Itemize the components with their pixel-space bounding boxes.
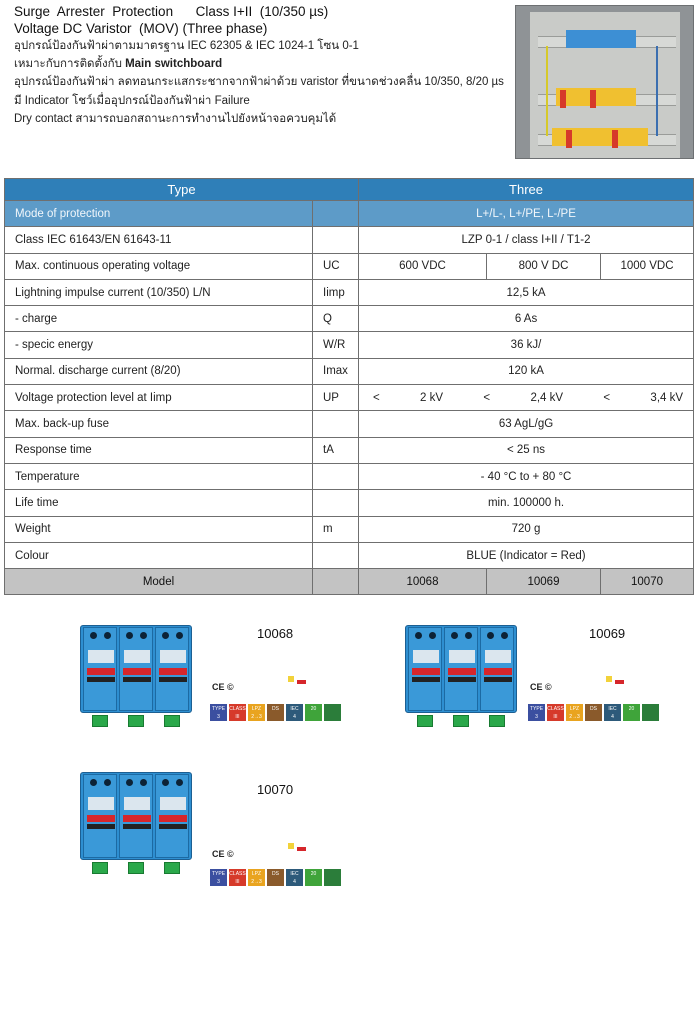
table-row xyxy=(5,463,694,489)
table-row xyxy=(5,542,694,568)
desc-line-2-bold: Main switchboard xyxy=(125,58,223,71)
desc-line-4: มี Indicator โชว์เมื่ออุปกรณ์ป้องกันฟ้าผ่า Failure xyxy=(14,94,250,107)
rating-badges xyxy=(210,704,341,721)
row-label: Response time xyxy=(5,437,313,463)
badge-top: LPZ xyxy=(251,706,262,712)
breaker-red xyxy=(566,130,572,148)
badge-top: IEC xyxy=(608,706,617,712)
row-value: 6 As xyxy=(359,306,694,332)
rating-badge-icon xyxy=(623,704,640,721)
row-label: Life time xyxy=(5,490,313,516)
row-label: Lightning impulse current (10/350) L/N xyxy=(5,279,313,305)
screw-hole xyxy=(126,632,133,639)
title-line-1: Surge Arrester Protection Class I+II (10/350 µs) xyxy=(14,4,329,19)
badge-top: DS xyxy=(272,871,279,877)
indicator-window xyxy=(87,815,115,822)
table-row xyxy=(5,332,694,358)
header-three: Three xyxy=(359,179,694,201)
product-code: 10070 xyxy=(257,782,294,797)
row-value: LZP 0-1 / class I+II / T1-2 xyxy=(359,227,694,253)
product-code: 10069 xyxy=(589,626,626,641)
rating-badges xyxy=(210,869,341,886)
terminal-plug xyxy=(92,862,108,874)
row-value: 120 kA xyxy=(359,358,694,384)
rating-badge-icon xyxy=(210,869,227,886)
rating-badge-icon xyxy=(324,704,341,721)
rating-badge-icon xyxy=(286,869,303,886)
screw-hole xyxy=(104,632,111,639)
screw-hole xyxy=(429,632,436,639)
row-label: Normal. discharge current (8/20) xyxy=(5,358,313,384)
terminal-plug xyxy=(417,715,433,727)
device-module xyxy=(83,774,117,858)
table-row xyxy=(5,411,694,437)
ce-mark-icon: CE © xyxy=(212,682,234,692)
device-module xyxy=(119,774,153,858)
desc-line-2 xyxy=(14,55,514,73)
screw-hole xyxy=(104,779,111,786)
terminal-plug xyxy=(128,862,144,874)
rating-badge-icon xyxy=(324,869,341,886)
screw-hole xyxy=(176,632,183,639)
rating-badge-icon xyxy=(566,704,583,721)
indicator-window xyxy=(448,668,476,675)
spec-table xyxy=(4,178,694,595)
table-row xyxy=(5,516,694,542)
screw-hole xyxy=(126,779,133,786)
table-row xyxy=(5,490,694,516)
row-value-group xyxy=(359,385,694,411)
screw-hole xyxy=(140,632,147,639)
rating-badge-icon xyxy=(229,869,246,886)
device-module xyxy=(155,774,189,858)
table-row xyxy=(5,201,694,227)
badge-top: LPZ xyxy=(569,706,580,712)
row-symbol xyxy=(313,463,359,489)
table-row xyxy=(5,437,694,463)
indicator-window xyxy=(159,668,187,675)
badge-top: TYPE xyxy=(211,706,226,712)
badge-bottom: 2→3 xyxy=(569,714,580,720)
badge-top: TYPE xyxy=(211,871,226,877)
ce-mark-icon: CE © xyxy=(212,849,234,859)
row-symbol xyxy=(313,569,359,595)
lt-sign: < xyxy=(603,391,611,404)
row-value: L+/L-, L+/PE, L-/PE xyxy=(359,201,694,227)
row-value: 36 kJ/ xyxy=(359,332,694,358)
rating-badge-icon xyxy=(248,704,265,721)
row-symbol xyxy=(313,227,359,253)
screw-hole xyxy=(501,632,508,639)
rating-badge-icon xyxy=(528,704,545,721)
rating-badge-icon xyxy=(305,704,322,721)
terminal-plug xyxy=(92,715,108,727)
indicator-icon xyxy=(605,674,627,684)
row-label: - specic energy xyxy=(5,332,313,358)
row-symbol: Imax xyxy=(313,358,359,384)
row-value: min. 100000 h. xyxy=(359,490,694,516)
terminal-plug xyxy=(164,715,180,727)
row-symbol: Q xyxy=(313,306,359,332)
row-label: Max. back-up fuse xyxy=(5,411,313,437)
model-row xyxy=(5,569,694,595)
badge-top: CLASS xyxy=(229,706,246,712)
screw-hole xyxy=(451,632,458,639)
table-row xyxy=(5,253,694,279)
terminal-plug xyxy=(453,715,469,727)
rating-badge-icon xyxy=(604,704,621,721)
wire xyxy=(656,46,658,136)
device-module xyxy=(83,627,117,711)
device-label xyxy=(160,797,186,810)
row-label: - charge xyxy=(5,306,313,332)
indicator-icon xyxy=(287,841,309,851)
table-row xyxy=(5,227,694,253)
badge-top: CLASS xyxy=(229,871,246,877)
switchboard-photo xyxy=(515,5,694,159)
indicator-window xyxy=(159,815,187,822)
device-label xyxy=(124,650,150,663)
rating-badges xyxy=(528,704,659,721)
screw-hole xyxy=(90,779,97,786)
row-symbol: Iimp xyxy=(313,279,359,305)
row-label: Class IEC 61643/EN 61643-11 xyxy=(5,227,313,253)
breaker-block xyxy=(556,88,636,106)
row-value: BLUE (Indicator = Red) xyxy=(359,542,694,568)
rating-badge-icon xyxy=(267,869,284,886)
badge-top: 20 xyxy=(310,871,317,877)
terminal-plug xyxy=(489,715,505,727)
row-symbol: UC xyxy=(313,253,359,279)
device-strip xyxy=(412,677,440,682)
device-strip xyxy=(159,824,187,829)
header-type: Type xyxy=(5,179,359,201)
device-label xyxy=(160,650,186,663)
indicator-window xyxy=(87,668,115,675)
device-module xyxy=(155,627,189,711)
badge-bottom: 3 xyxy=(217,714,220,720)
table-header-row xyxy=(5,179,694,201)
row-symbol xyxy=(313,411,359,437)
badge-top: DS xyxy=(272,706,279,712)
model-label: Model xyxy=(5,569,313,595)
table-row xyxy=(5,385,694,411)
ce-mark-icon: CE © xyxy=(530,682,552,692)
badge-bottom: 3 xyxy=(217,879,220,885)
row-symbol: UP xyxy=(313,385,359,411)
device-module xyxy=(480,627,514,711)
breaker-red xyxy=(560,90,566,108)
rating-badge-icon xyxy=(286,704,303,721)
device-strip xyxy=(87,824,115,829)
device-strip xyxy=(159,677,187,682)
row-label: Max. continuous operating voltage xyxy=(5,253,313,279)
device-module xyxy=(408,627,442,711)
rating-badge-icon xyxy=(585,704,602,721)
indicator-icon xyxy=(287,674,309,684)
row-symbol: tA xyxy=(313,437,359,463)
row-symbol xyxy=(313,490,359,516)
indicator-window xyxy=(123,668,151,675)
wire xyxy=(546,46,548,136)
surge-arrester-image xyxy=(405,625,517,721)
screw-hole xyxy=(487,632,494,639)
row-value-800: 800 V DC xyxy=(487,253,601,279)
row-value: 12,5 kA xyxy=(359,279,694,305)
rating-badge-icon xyxy=(305,869,322,886)
badge-top: IEC xyxy=(290,706,299,712)
badge-top: CLASS xyxy=(547,706,564,712)
desc-line-1: อุปกรณ์ป้องกันฟ้าผ่าตามมาตรฐาน IEC 62305 & IEC 1024-1 โซน 0-1 xyxy=(14,40,359,52)
badge-top: 20 xyxy=(628,706,635,712)
badge-bottom: III xyxy=(553,714,558,720)
device-label xyxy=(88,650,114,663)
header xyxy=(14,3,514,128)
title-line-2: Voltage DC Varistor (MOV) (Three phase) xyxy=(14,21,268,36)
row-value: 63 AgL/gG xyxy=(359,411,694,437)
screw-hole xyxy=(176,779,183,786)
row-value: < 25 ns xyxy=(359,437,694,463)
up-value-3: 3,4 kV xyxy=(650,391,684,404)
rating-badge-icon xyxy=(547,704,564,721)
device-strip xyxy=(484,677,512,682)
device-strip xyxy=(448,677,476,682)
row-symbol: W/R xyxy=(313,332,359,358)
badge-bottom: III xyxy=(235,879,240,885)
row-value: 720 g xyxy=(359,516,694,542)
screw-hole xyxy=(465,632,472,639)
device-strip xyxy=(123,677,151,682)
badge-top: DS xyxy=(590,706,597,712)
indicator-window xyxy=(123,815,151,822)
rating-badge-icon xyxy=(642,704,659,721)
surge-arrester-image xyxy=(80,772,192,868)
lt-sign: < xyxy=(483,391,491,404)
row-label: Colour xyxy=(5,542,313,568)
lt-sign: < xyxy=(373,391,380,404)
indicator-window xyxy=(412,668,440,675)
row-value-1000: 1000 VDC xyxy=(601,253,694,279)
screw-hole xyxy=(90,632,97,639)
up-value-1: 2 kV xyxy=(420,391,444,404)
row-symbol xyxy=(313,542,359,568)
model-10068: 10068 xyxy=(359,569,487,595)
row-value-600: 600 VDC xyxy=(359,253,487,279)
desc-line-2-prefix: เหมาะกับการติดตั้งกับ xyxy=(14,58,126,71)
badge-bottom: 3 xyxy=(535,714,538,720)
row-label: Voltage protection level at Iimp xyxy=(5,385,313,411)
screw-hole xyxy=(140,779,147,786)
badge-bottom: III xyxy=(235,714,240,720)
rating-badge-icon xyxy=(248,869,265,886)
rating-badge-icon xyxy=(229,704,246,721)
arrester-block xyxy=(566,30,636,48)
model-10070: 10070 xyxy=(601,569,694,595)
device-label xyxy=(88,797,114,810)
table-row xyxy=(5,279,694,305)
screw-hole xyxy=(162,632,169,639)
model-10069: 10069 xyxy=(487,569,601,595)
table-row xyxy=(5,306,694,332)
desc-line-3: อุปกรณ์ป้องกันฟ้าผ่า ลดทอนกระแสกระชากจากฟ้าผ่าด้วย varistor ที่ขนาดช่วงคลื่น 10/350, 8/20 µs xyxy=(14,76,504,89)
row-symbol: m xyxy=(313,516,359,542)
table-row xyxy=(5,358,694,384)
device-label xyxy=(413,650,439,663)
row-symbol xyxy=(313,201,359,227)
surge-arrester-image xyxy=(80,625,192,721)
device-strip xyxy=(123,824,151,829)
device-module xyxy=(119,627,153,711)
row-label: Temperature xyxy=(5,463,313,489)
breaker-red xyxy=(590,90,596,108)
badge-bottom: 4 xyxy=(293,879,296,885)
screw-hole xyxy=(415,632,422,639)
row-label: Mode of protection xyxy=(5,201,313,227)
row-label: Weight xyxy=(5,516,313,542)
up-value-2: 2,4 kV xyxy=(530,391,564,404)
badge-top: LPZ xyxy=(251,871,262,877)
breaker-red xyxy=(612,130,618,148)
badge-bottom: 4 xyxy=(293,714,296,720)
device-label xyxy=(449,650,475,663)
badge-top: IEC xyxy=(290,871,299,877)
indicator-window xyxy=(484,668,512,675)
badge-bottom: 2→3 xyxy=(251,879,262,885)
device-module xyxy=(444,627,478,711)
screw-hole xyxy=(162,779,169,786)
device-label xyxy=(485,650,511,663)
device-label xyxy=(124,797,150,810)
terminal-plug xyxy=(164,862,180,874)
rating-badge-icon xyxy=(210,704,227,721)
terminal-plug xyxy=(128,715,144,727)
badge-bottom: 4 xyxy=(611,714,614,720)
badge-bottom: 2→3 xyxy=(251,714,262,720)
rating-badge-icon xyxy=(267,704,284,721)
desc-line-5: Dry contact สามารถบอกสถานะการทำงานไปยังหน้าจอควบคุมได้ xyxy=(14,112,337,125)
badge-top: TYPE xyxy=(529,706,544,712)
product-code: 10068 xyxy=(257,626,294,641)
row-value: - 40 °C to + 80 °C xyxy=(359,463,694,489)
badge-top: 20 xyxy=(310,706,317,712)
device-strip xyxy=(87,677,115,682)
